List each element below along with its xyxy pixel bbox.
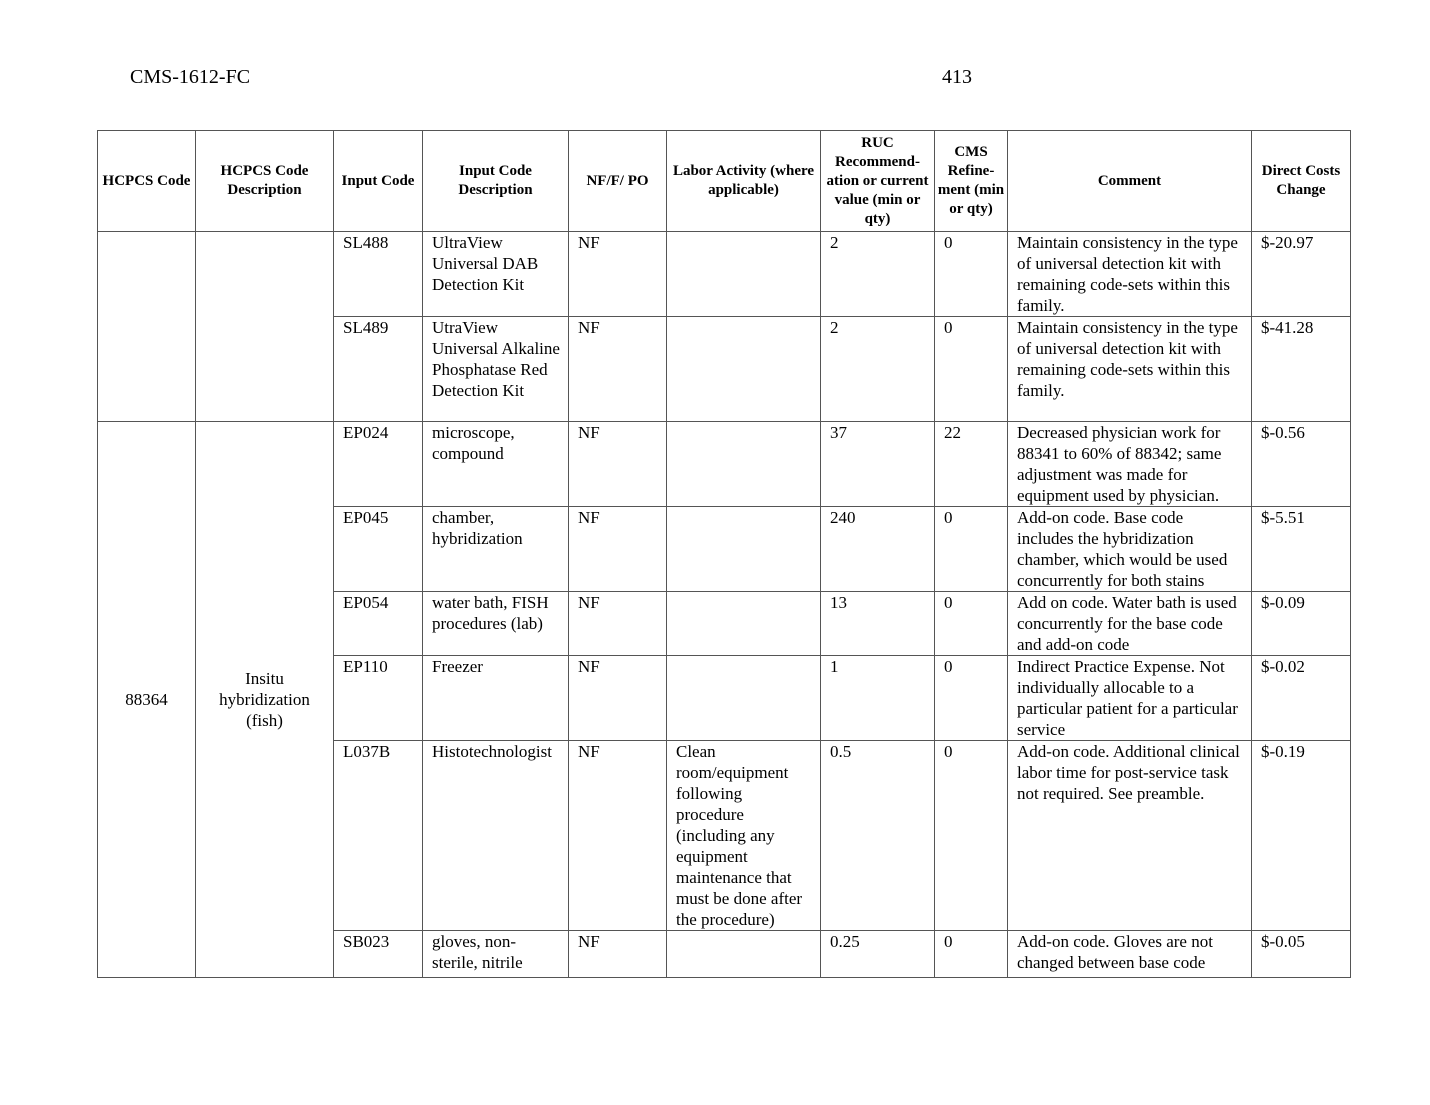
table-row (98, 232, 1351, 317)
comment-cell: Decreased physician work for 88341 to 60% of 88342; same adjustment was made for equipment used by physician. (1008, 422, 1252, 507)
input-code-cell: EP110 (334, 656, 423, 741)
ruc-cell: 0.25 (821, 931, 935, 978)
nf-cell: NF (569, 317, 667, 422)
cost-cell: $-0.56 (1252, 422, 1351, 507)
cms-cell: 22 (935, 422, 1008, 507)
cms-cell: 0 (935, 741, 1008, 931)
input-code-cell: SL489 (334, 317, 423, 422)
input-desc-cell: Histotechnologist (423, 741, 569, 931)
comment-cell: Maintain consistency in the type of universal detection kit with remaining code-sets within this family. (1008, 232, 1252, 317)
input-desc-cell: microscope, compound (423, 422, 569, 507)
comment-cell: Maintain consistency in the type of universal detection kit with remaining code-sets within this family. (1008, 317, 1252, 422)
comment-cell: Add-on code. Additional clinical labor time for post-service task not required. See preamble. (1008, 741, 1252, 931)
col-header-labor-activity: Labor Activity (where applicable) (667, 131, 821, 232)
cms-cell: 0 (935, 656, 1008, 741)
labor-cell: Clean room/equipment following procedure (including any equipment maintenance that must be done after the procedure) (667, 741, 821, 931)
cost-cell: $-5.51 (1252, 507, 1351, 592)
col-header-nf-f-po: NF/F/ PO (569, 131, 667, 232)
table-row (98, 422, 1351, 507)
input-code-cell: L037B (334, 741, 423, 931)
nf-cell: NF (569, 232, 667, 317)
input-desc-cell: UtraView Universal Alkaline Phosphatase Red Detection Kit (423, 317, 569, 422)
nf-cell: NF (569, 507, 667, 592)
labor-cell (667, 931, 821, 978)
col-header-direct-costs: Direct Costs Change (1252, 131, 1351, 232)
labor-cell (667, 232, 821, 317)
input-code-cell: SB023 (334, 931, 423, 978)
hcpcs-code-cell: 88364 (98, 422, 196, 978)
labor-cell (667, 507, 821, 592)
input-desc-cell: Freezer (423, 656, 569, 741)
cost-cell: $-20.97 (1252, 232, 1351, 317)
col-header-ruc: RUC Recommend-ation or current value (min or qty) (821, 131, 935, 232)
ruc-cell: 0.5 (821, 741, 935, 931)
col-header-hcpcs-desc: HCPCS Code Description (196, 131, 334, 232)
cms-cell: 0 (935, 931, 1008, 978)
ruc-cell: 37 (821, 422, 935, 507)
cost-cell: $-41.28 (1252, 317, 1351, 422)
comment-cell: Add-on code. Gloves are not changed between base code (1008, 931, 1252, 978)
input-code-cell: EP024 (334, 422, 423, 507)
hcpcs-desc-cell (196, 232, 334, 422)
ruc-cell: 2 (821, 232, 935, 317)
cms-cell: 0 (935, 507, 1008, 592)
practice-expense-table (97, 130, 1351, 978)
col-header-input-code: Input Code (334, 131, 423, 232)
labor-cell (667, 592, 821, 656)
cost-cell: $-0.09 (1252, 592, 1351, 656)
table-header-row (98, 131, 1351, 232)
nf-cell: NF (569, 931, 667, 978)
page-number: 413 (942, 66, 972, 88)
document-id: CMS-1612-FC (130, 66, 251, 88)
ruc-cell: 13 (821, 592, 935, 656)
input-code-cell: SL488 (334, 232, 423, 317)
input-desc-cell: gloves, non-sterile, nitrile (423, 931, 569, 978)
col-header-hcpcs-code: HCPCS Code (98, 131, 196, 232)
ruc-cell: 1 (821, 656, 935, 741)
col-header-cms-refinement: CMS Refine-ment (min or qty) (935, 131, 1008, 232)
cms-cell: 0 (935, 317, 1008, 422)
cms-cell: 0 (935, 592, 1008, 656)
hcpcs-code-cell (98, 232, 196, 422)
cost-cell: $-0.19 (1252, 741, 1351, 931)
labor-cell (667, 422, 821, 507)
labor-cell (667, 656, 821, 741)
cms-cell: 0 (935, 232, 1008, 317)
comment-cell: Indirect Practice Expense. Not individually allocable to a particular patient for a particular service (1008, 656, 1252, 741)
cost-cell: $-0.02 (1252, 656, 1351, 741)
input-desc-cell: chamber, hybridization (423, 507, 569, 592)
cost-cell: $-0.05 (1252, 931, 1351, 978)
col-header-comment: Comment (1008, 131, 1252, 232)
ruc-cell: 2 (821, 317, 935, 422)
labor-cell (667, 317, 821, 422)
comment-cell: Add-on code. Base code includes the hybridization chamber, which would be used concurrently for both stains (1008, 507, 1252, 592)
nf-cell: NF (569, 741, 667, 931)
nf-cell: NF (569, 592, 667, 656)
input-code-cell: EP054 (334, 592, 423, 656)
input-code-cell: EP045 (334, 507, 423, 592)
nf-cell: NF (569, 656, 667, 741)
input-desc-cell: water bath, FISH procedures (lab) (423, 592, 569, 656)
nf-cell: NF (569, 422, 667, 507)
hcpcs-desc-cell: Insitu hybridization (fish) (196, 422, 334, 978)
input-desc-cell: UltraView Universal DAB Detection Kit (423, 232, 569, 317)
comment-cell: Add on code. Water bath is used concurrently for the base code and add-on code (1008, 592, 1252, 656)
ruc-cell: 240 (821, 507, 935, 592)
col-header-input-desc: Input Code Description (423, 131, 569, 232)
